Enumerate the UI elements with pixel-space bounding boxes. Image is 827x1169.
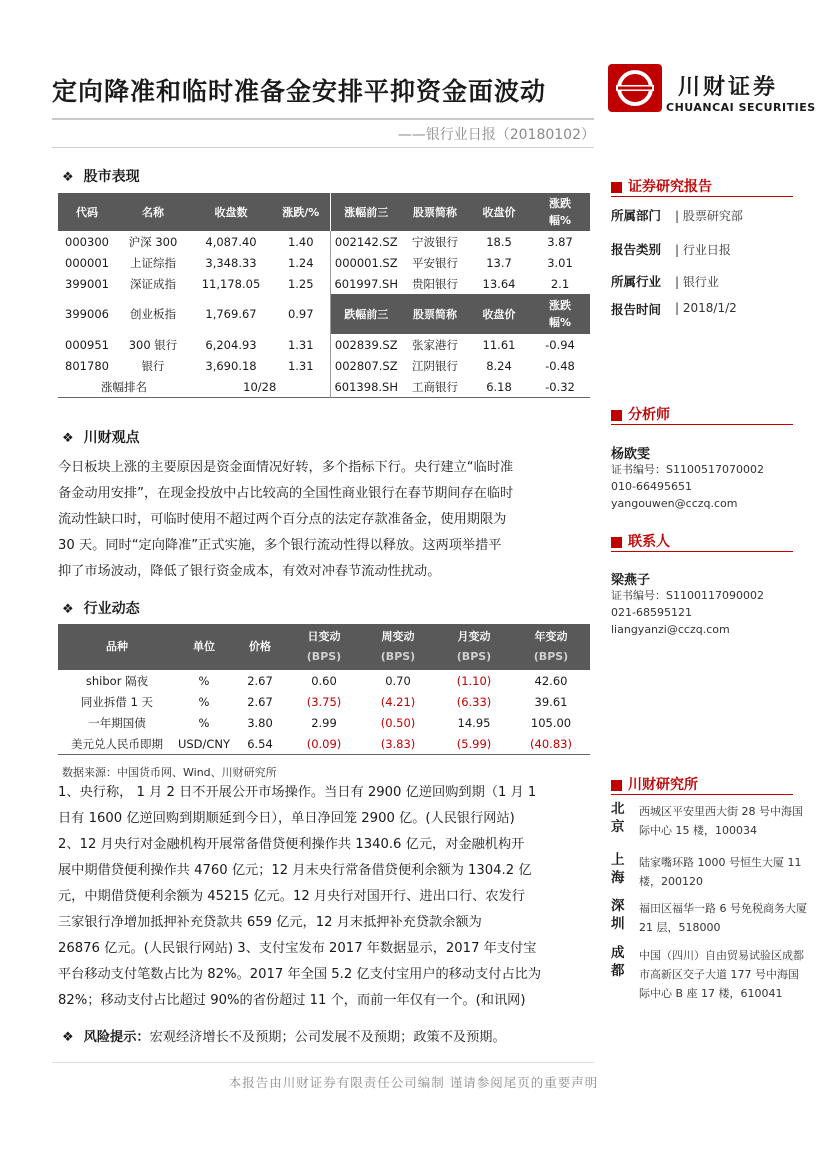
page-title: 定向降准和临时准备金安排平抑资金面波动 [52,77,547,106]
report-subtitle: ——银行业日报（20180102） [397,127,595,143]
red-square-icon [611,410,622,421]
office-city: 北京 [611,801,625,835]
office-city: 成都 [611,945,625,979]
time-value: | 2018/1/2 [675,301,737,315]
diamond-icon: ❖ [62,170,74,185]
sidebar-divider [611,196,793,197]
table-row: 美元兑人民币即期 USD/CNY 6.54 (0.09) (3.83) (5.99) (40.83) [58,733,590,755]
col-change: 涨跌/% [272,193,330,231]
diamond-icon: ❖ [62,602,74,617]
logo-chinese-name: 川财证券 [678,75,779,100]
col-top3: 涨幅前三 [330,193,402,231]
office-address: 福田区福华一路 6 号免税商务大厦 21 层，518000 [639,902,807,934]
type-value: | 行业日报 [675,243,731,257]
market-header-row [58,193,590,231]
red-square-icon [611,182,622,193]
contact-info: 证书编号：S1100117090002 021-68595121 liangyanzi@cczq.com [611,589,764,636]
footer-divider [52,1062,594,1063]
diamond-icon: ❖ [62,431,74,446]
office-city: 上海 [611,852,625,886]
contact-email[interactable]: liangyanzi@cczq.com [611,623,730,636]
view-paragraph: 今日板块上涨的主要原因是资金面情况好转，多个指标下行。央行建立“临时准 备金动用安排”，在现金投放中占比较高的全国性商业银行在春节期间存在临时 流动性缺口时，可临时使用不超过两个百分点的法定存款准备金，使用期限为 30 天。同时“定向降准”正式实施，多个银行流动性得以释放。这两项举措平 抑了市场波动，降低了银行资金成本，有效对冲春节流动性扰动。 [58,460,514,579]
office-address: 西城区平安里西大街 28 号中海国际中心 15 楼，100034 [639,805,803,837]
risk-warning: ❖ 风险提示：宏观经济增长不及预期；公司发展不及预期；政策不及预期。 [62,1030,506,1045]
col-stock-change: 涨跌 幅% [530,193,590,231]
col-code: 代码 [58,193,116,231]
subtitle-divider [52,147,594,148]
dept-label: 所属部门 [611,208,662,223]
table-row: 一年期国债 % 3.80 2.99 (0.50) 14.95 105.00 [88,715,572,730]
sidebar-divider [611,551,793,552]
col-bottom3: 跌幅前三 [330,294,402,334]
section-view-heading: ❖ 川财观点 [62,430,140,446]
table-row: 000951 300 银行 6,204.93 1.31 002839.SZ 张家港行 11.61 -0.94 [58,334,590,355]
col-close: 收盘数 [190,193,272,231]
rank-label: 涨幅排名 [101,379,147,394]
table-row: 同业拆借 1 天 % 2.67 (3.75) (4.21) (6.33) 39.61 [80,694,568,709]
sidebar-analyst-heading: 分析师 [611,404,670,424]
chuancai-logo-icon [608,64,662,112]
sidebar-institute-heading: 川财研究所 [611,774,698,794]
news-paragraph: 1、央行称， 1 月 2 日不开展公开市场操作。当日有 2900 亿逆回购到期（1 月 1 日有 1600 亿逆回购到期顺延到今日），单日净回笼 2900 亿。(人民银行网站) 2、12 月央行对金融机构开展常备借贷便利操作共 1340.6 亿元，对金融机构开 展中期借贷便利操作共 4760 亿元；12 月末央行常备借贷便利余额为 1304.2 亿 元，中期借贷便利余额为 45215 亿元。12 月央行对国开行、进出口行、农发行 三家银行净增加抵押补充贷款共 659 亿元，12 月末抵押补充贷款余额为 26876 亿元。(人民银行网站) 3、支付宝发布 2017 年数据显示，2017 年支付宝 平台移动支付笔数占比为 82%。2017 年全国 5.2 亿支付宝用户的移动支付占比为 82%；移动支付占比超过 90%的省份超过 11 个，而前一年仅有一个。(和讯网) [58,785,542,1008]
table-row: 399006 创业板指 1,769.67 0.97 跌幅前三 股票简称 收盘价 涨跌 幅% [58,294,590,334]
section-market-heading: ❖ 股市表现 [62,169,140,185]
table-row: 801780 银行 3,690.18 1.31 002807.SZ 江阴银行 8.24 -0.48 [58,355,590,376]
sidebar-report-heading: 证券研究报告 [611,176,712,196]
analyst-email[interactable]: yangouwen@cczq.com [611,497,738,510]
office-address: 陆家嘴环路 1000 号恒生大厦 11 楼，200120 [639,856,802,888]
table-row: 000001 上证综指 3,348.33 1.24 000001.SZ 平安银行 13.7 3.01 [58,252,590,273]
sidebar-contact-heading: 联系人 [611,531,670,551]
time-label: 报告时间 [611,302,662,317]
table-row: 000300 沪深 300 4,087.40 1.40 002142.SZ 宁波银行 18.5 3.87 [58,231,590,252]
office-address: 中国（四川）自由贸易试验区成都市高新区交子大道 177 号中海国际中心 B 座 17 楼，610041 [639,949,804,1000]
sidebar-divider [611,424,793,425]
section-industry-heading: ❖ 行业动态 [62,601,140,617]
market-table [58,193,590,398]
sidebar-divider [611,794,793,795]
col-stock-price: 收盘价 [468,193,530,231]
logo-english-name: CHUANCAI SECURITIES [666,101,816,114]
red-square-icon [611,537,622,548]
data-source: 数据来源：中国货币网、Wind、川财研究所 [62,766,277,779]
industry-header-row: 品种 单位 价格 日变动 (BPS) 周变动 (BPS) 月变动 (BPS) 年变动 (BPS) [58,624,590,670]
col-stock-name: 股票简称 [402,193,468,231]
industry-label: 所属行业 [611,274,662,289]
table-row: shibor 隔夜 % 2.67 0.60 0.70 (1.10) 42.60 [85,673,568,688]
type-label: 报告类别 [611,242,662,257]
industry-table [58,624,590,755]
industry-value: | 银行业 [675,275,719,289]
col-name: 名称 [116,193,190,231]
dept-value: | 股票研究部 [675,209,743,223]
contact-name: 梁燕子 [611,573,651,588]
table-row: 涨幅排名 10/28 601398.SH 工商银行 6.18 -0.32 [58,376,590,398]
table-row: 399001 深证成指 11,178.05 1.25 601997.SH 贵阳银行 13.64 2.1 [58,273,590,294]
footer-disclaimer: 本报告由川财证券有限责任公司编制 谨请参阅尾页的重要声明 [228,1075,599,1090]
diamond-icon: ❖ [62,1030,74,1045]
red-square-icon [611,780,622,791]
header-divider [52,118,594,120]
office-city: 深圳 [611,898,625,932]
rank-value: 10/28 [190,376,330,398]
analyst-info: 证书编号：S1100517070002 010-66495651 yangouwen@cczq.com [611,463,764,510]
analyst-name: 杨欧雯 [611,447,651,462]
